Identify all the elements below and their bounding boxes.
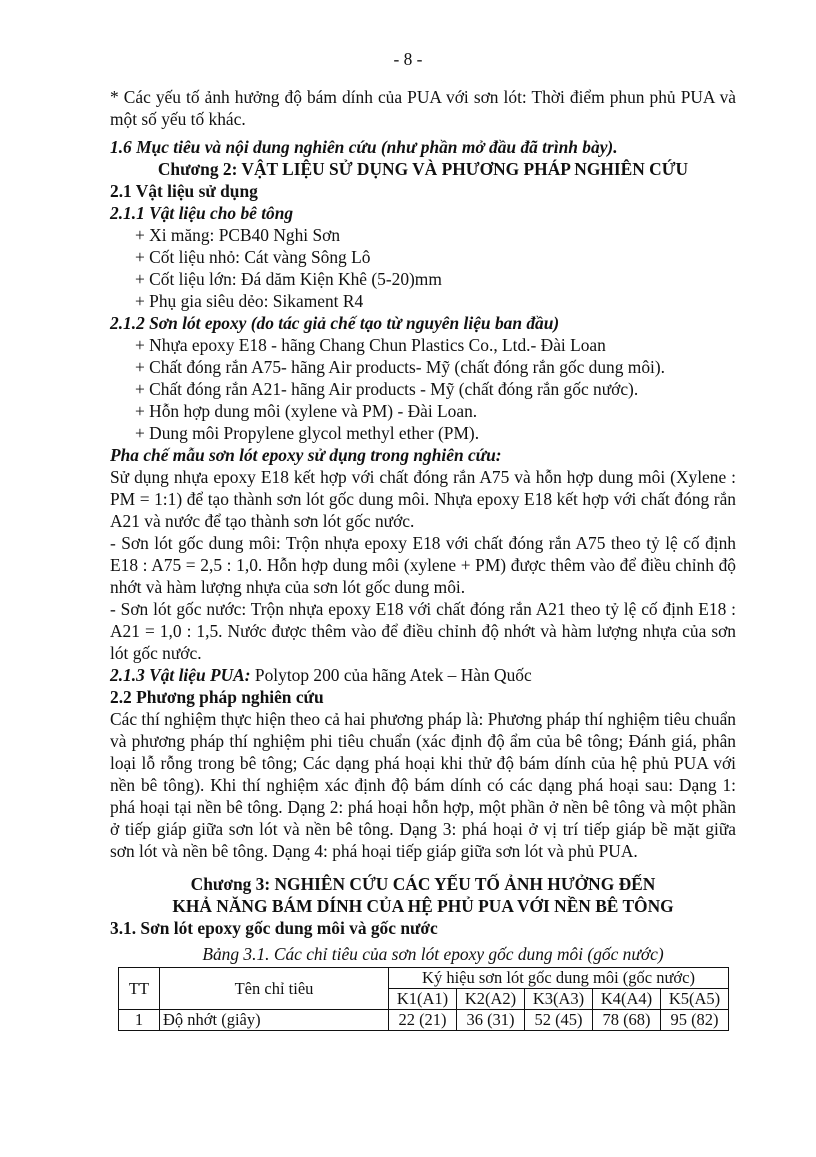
header-tt: TT xyxy=(119,968,160,1010)
section-2-1-2-heading: 2.1.2 Sơn lót epoxy (do tác giả chế tạo từ nguyên liệu ban đầu) xyxy=(110,313,560,333)
chapter-2-title: Chương 2: VẬT LIỆU SỬ DỤNG VÀ PHƯƠNG PHÁP NGHIÊN CỨU xyxy=(157,159,689,179)
symbol-cell: K1(A1) xyxy=(389,989,457,1010)
symbol-cell: K5(A5) xyxy=(661,989,729,1010)
value-cell: 36 (31) xyxy=(457,1010,525,1031)
epoxy-item: + Hỗn hợp dung môi (xylene và PM) - Đài Loan. xyxy=(135,401,478,421)
mix-heading: Pha chế mẫu sơn lót epoxy sử dụng trong nghiên cứu: xyxy=(110,445,502,465)
epoxy-item: + Dung môi Propylene glycol methyl ether (PM). xyxy=(135,423,480,443)
concrete-item: + Cốt liệu nhỏ: Cát vàng Sông Lô xyxy=(135,247,371,267)
section-3-1-heading: 3.1. Sơn lót epoxy gốc dung môi và gốc nước xyxy=(110,918,438,938)
row-name: Độ nhớt (giây) xyxy=(160,1010,389,1031)
table-caption: Bảng 3.1. Các chỉ tiêu của sơn lót epoxy gốc dung môi (gốc nước) xyxy=(202,944,664,964)
row-tt: 1 xyxy=(119,1010,160,1031)
chapter-3-title-line2: KHẢ NĂNG BÁM DÍNH CỦA HỆ PHỦ PUA VỚI NỀN BÊ TÔNG xyxy=(172,896,674,916)
section-2-1-1-heading: 2.1.1 Vật liệu cho bê tông xyxy=(110,203,294,223)
epoxy-item: + Nhựa epoxy E18 - hãng Chang Chun Plastics Co., Ltd.- Đài Loan xyxy=(135,335,606,355)
symbol-cell: K3(A3) xyxy=(525,989,593,1010)
chapter-3-title-line1: Chương 3: NGHIÊN CỨU CÁC YẾU TỐ ẢNH HƯỞNG ĐẾN xyxy=(190,874,656,894)
page-number: - 8 - xyxy=(393,49,423,69)
primer-properties-table xyxy=(118,967,729,1031)
concrete-item: + Phụ gia siêu dẻo: Sikament R4 xyxy=(135,291,364,311)
epoxy-item: + Chất đóng rắn A75- hãng Air products- Mỹ (chất đóng rắn gốc dung môi). xyxy=(135,357,665,377)
epoxy-item: + Chất đóng rắn A21- hãng Air products - Mỹ (chất đóng rắn gốc nước). xyxy=(135,379,639,399)
mix-paragraph: Sử dụng nhựa epoxy E18 kết hợp với chất đóng rắn A75 và hỗn hợp dung môi (Xylene : PM = 1:1) để tạo thành sơn lót gốc dung môi. Nhựa epoxy E18 kết hợp với chất đóng rắn A21 và nước để tạo thành sơn lót gốc nước. xyxy=(110,467,736,531)
value-cell: 52 (45) xyxy=(525,1010,593,1031)
section-2-1-heading: 2.1 Vật liệu sử dụng xyxy=(110,181,258,201)
symbol-cell: K2(A2) xyxy=(457,989,525,1010)
page-content xyxy=(110,86,736,1031)
concrete-item: + Xi măng: PCB40 Nghi Sơn xyxy=(135,225,341,245)
section-1-6-heading: 1.6 Mục tiêu và nội dung nghiên cứu (như phần mở đầu đã trình bày). xyxy=(110,137,618,157)
header-group: Ký hiệu sơn lót gốc dung môi (gốc nước) xyxy=(389,968,729,989)
symbol-cell: K4(A4) xyxy=(593,989,661,1010)
intro-line: * Các yếu tố ảnh hưởng độ bám dính của PUA với sơn lót: Thời điểm phun phủ PUA và một số yếu tố khác. xyxy=(110,87,736,129)
concrete-item: + Cốt liệu lớn: Đá dăm Kiện Khê (5-20)mm xyxy=(135,269,442,289)
table-row xyxy=(119,1010,729,1031)
solvent-primer-paragraph: - Sơn lót gốc dung môi: Trộn nhựa epoxy E18 với chất đóng rắn A75 theo tỷ lệ cố định E18 : A75 = 2,5 : 1,0. Hỗn hợp dung môi (xylene + PM) được thêm vào để điều chỉnh độ nhớt và hàm lượng nhựa của sơn lót gốc dung môi. xyxy=(110,533,736,597)
value-cell: 22 (21) xyxy=(389,1010,457,1031)
section-2-1-3-text: Polytop 200 của hãng Atek – Hàn Quốc xyxy=(250,665,532,685)
header-name: Tên chỉ tiêu xyxy=(160,968,389,1010)
value-cell: 78 (68) xyxy=(593,1010,661,1031)
section-2-1-3-line xyxy=(110,664,736,686)
section-2-1-3-label: 2.1.3 Vật liệu PUA: xyxy=(110,665,251,685)
table-header-row xyxy=(119,968,729,989)
section-2-2-heading: 2.2 Phương pháp nghiên cứu xyxy=(110,687,324,707)
water-primer-paragraph: - Sơn lót gốc nước: Trộn nhựa epoxy E18 với chất đóng rắn A21 theo tỷ lệ cố định E18 : A21 = 1,0 : 1,5. Nước được thêm vào để điều chỉnh độ nhớt và hàm lượng nhựa của sơn lót gốc nước. xyxy=(110,599,736,663)
method-paragraph: Các thí nghiệm thực hiện theo cả hai phương pháp là: Phương pháp thí nghiệm tiêu chuẩn và phương pháp thí nghiệm phi tiêu chuẩn (xác định độ ẩm của bê tông; Đánh giá, phân loại lỗ rỗng trong bê tông; Các dạng phá hoại khi thử độ bám dính của hệ phủ PUA với nền bê tông). Khi thí nghiệm xác định độ bám dính có các dạng phá hoại sau: Dạng 1: phá hoại tại nền bê tông. Dạng 2: phá hoại hỗn hợp, một phần ở nền bê tông và một phần ở tiếp giáp giữa sơn lót và nền bê tông. Dạng 3: phá hoại ở vị trí tiếp giáp bề mặt giữa sơn lót và nền bê tông. Dạng 4: phá hoại tiếp giáp giữa sơn lót và phủ PUA. xyxy=(110,709,736,861)
value-cell: 95 (82) xyxy=(661,1010,729,1031)
